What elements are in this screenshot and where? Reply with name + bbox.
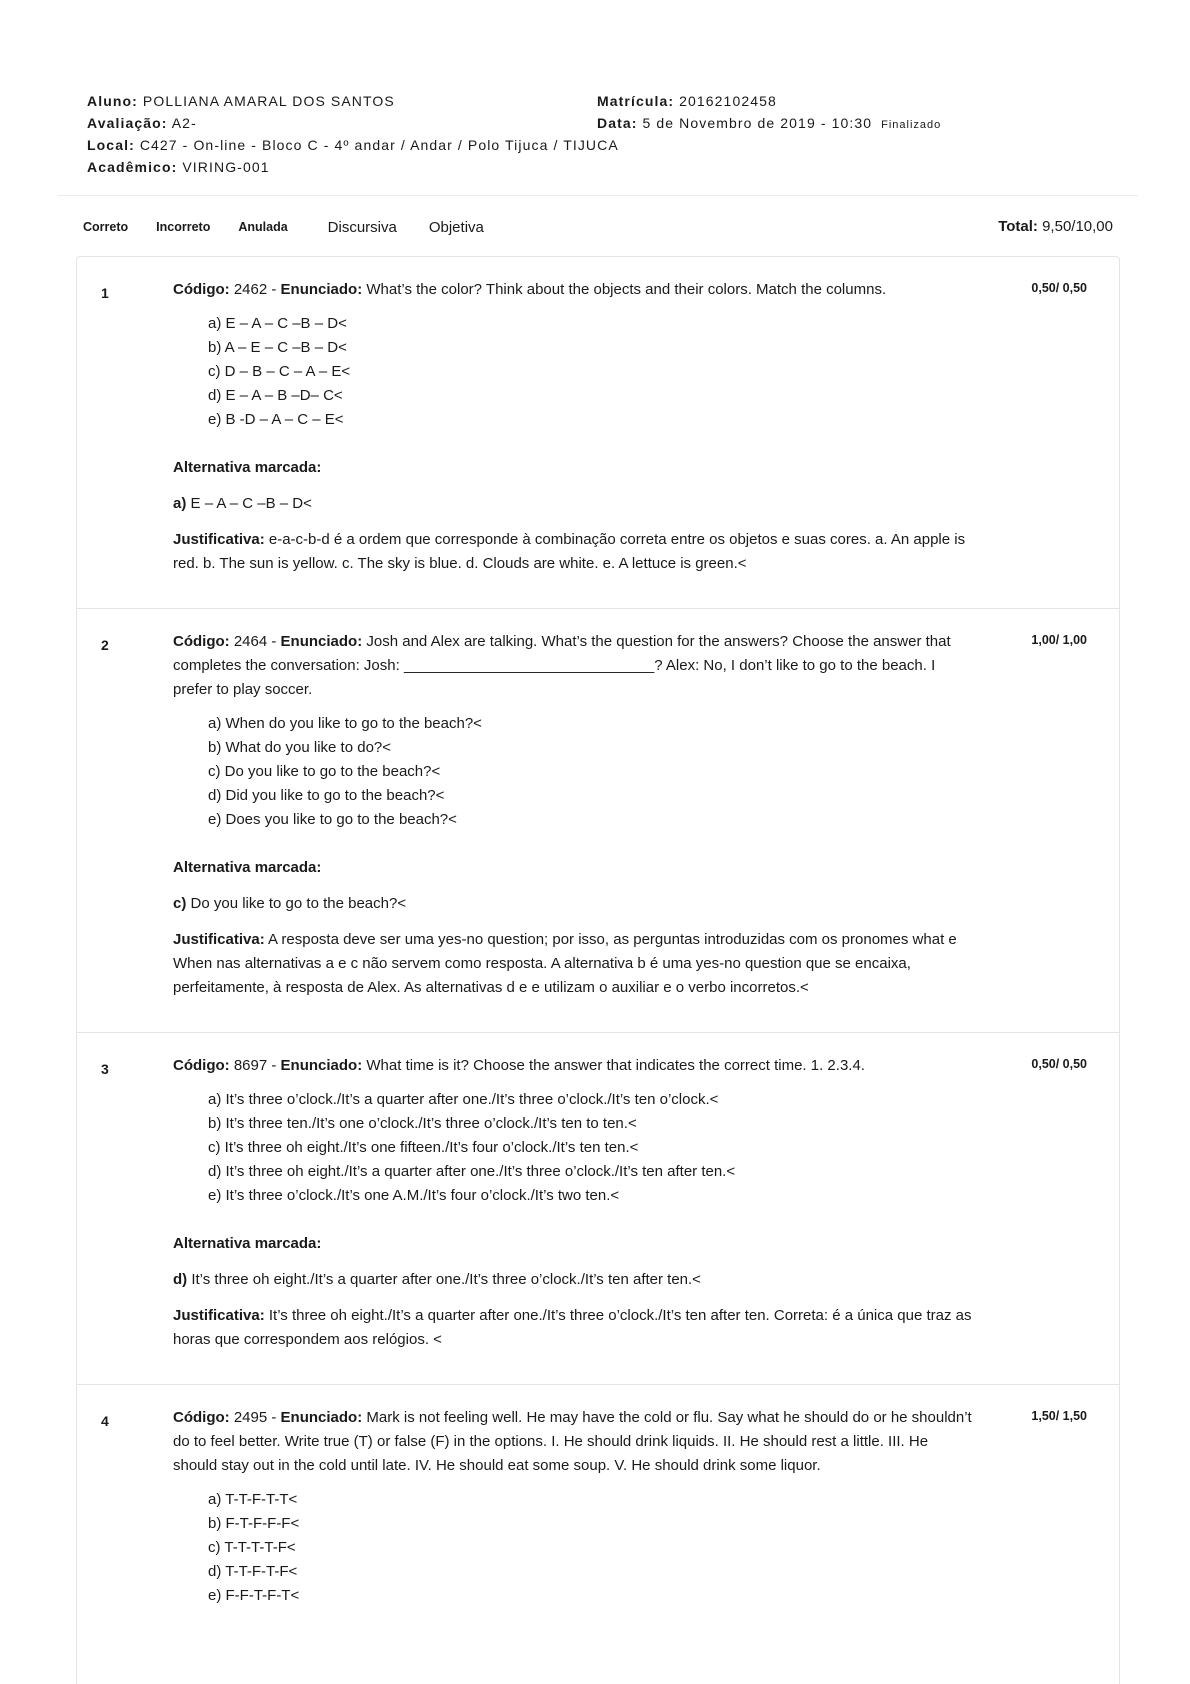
option-item: a) It’s three o’clock./It’s a quarter after one./It’s three o’clock./It’s ten o’clock.<: [208, 1091, 719, 1108]
marked-title: Alternativa marcada:: [173, 1235, 322, 1252]
question-score: 0,50/ 0,50: [1031, 281, 1087, 295]
evaluation-name: A2-: [171, 115, 197, 131]
question-score: 1,50/ 1,50: [1031, 1409, 1087, 1423]
options-list: [208, 712, 975, 832]
registration-number: 20162102458: [679, 93, 777, 109]
question-code: 2462: [233, 281, 268, 298]
marked-answer: d) It’s three oh eight./It’s a quarter after one./It’s three o’clock./It’s ten after ten.<: [173, 1271, 701, 1288]
filter-incorrect[interactable]: Incorreto: [156, 220, 211, 234]
option-item: b) F-T-F-F-F<: [208, 1515, 300, 1532]
option-item: b) A – E – C –B – D<: [208, 339, 347, 356]
student-field: Aluno: POLLIANA AMARAL DOS SANTOS: [87, 93, 395, 109]
option-item: a) T-T-F-T-T<: [208, 1491, 298, 1508]
option-item: c) Do you like to go to the beach?<: [208, 763, 441, 780]
marked-answer: a) E – A – C –B – D<: [173, 495, 312, 512]
option-item: d) E – A – B –D– C<: [208, 387, 343, 404]
question-score: 1,00/ 1,00: [1031, 633, 1087, 647]
filter-annulled[interactable]: Anulada: [238, 220, 288, 234]
question-code: 8697: [233, 1057, 268, 1074]
registration-field: Matrícula: 20162102458: [597, 93, 777, 109]
filter-objective[interactable]: Objetiva: [428, 218, 484, 236]
statement-text: Mark is not feeling well. He may have the cold or flu. Say what he should do or he shouldn’t do to feel better. Write true (T) or false (F) in the options. I. He should drink liquids. II. He should rest a little. III. He should stay out in the cold until late. IV. He should eat some soup. V. He should drink some liquor.: [173, 1409, 972, 1474]
option-item: d) It’s three oh eight./It’s a quarter after one./It’s three o’clock./It’s ten after ten.<: [208, 1163, 736, 1180]
student-name: POLLIANA AMARAL DOS SANTOS: [142, 93, 395, 109]
option-item: b) It’s three ten./It’s one o’clock./It’s three o’clock./It’s ten to ten.<: [208, 1115, 637, 1132]
filter-discursive[interactable]: Discursiva: [327, 218, 397, 236]
option-item: d) Did you like to go to the beach?<: [208, 787, 445, 804]
location-field: Local: C427 - On-line - Bloco C - 4º andar / Andar / Polo Tijuca / TIJUCA: [87, 137, 619, 153]
question-number: 4: [101, 1413, 109, 1429]
question-statement: Código: 2464 - Enunciado: Josh and Alex are talking. What’s the question for the answers? Choose the answer that completes the conversation: Josh: ______________________________? Alex: No, I don’t like to go to the beach. I prefer to play soccer.: [173, 633, 951, 698]
filter-correct[interactable]: Correto: [83, 220, 129, 234]
question-statement: Código: 2495 - Enunciado: Mark is not feeling well. He may have the cold or flu. Say what he should do or he shouldn’t do to feel better. Write true (T) or false (F) in the options. I. He should drink liquids. II. He should rest a little. III. He should stay out in the cold until late. IV. He should eat some soup. V. He should drink some liquor.: [173, 1409, 972, 1474]
question-number: 2: [101, 637, 109, 653]
marked-title: Alternativa marcada:: [173, 459, 322, 476]
statement-text: Josh and Alex are talking. What’s the question for the answers? Choose the answer that completes the conversation: Josh: ______________________________? Alex: No, I don’t like to go to the beach. I prefer to play soccer.: [173, 633, 951, 698]
header-divider: [58, 195, 1138, 196]
evaluation-date: 5 de Novembro de 2019 - 10:30: [642, 115, 873, 131]
question-card: [77, 257, 1119, 609]
option-item: e) F-F-T-F-T<: [208, 1587, 300, 1604]
question-card: [77, 609, 1119, 1033]
academic-field: Acadêmico: VIRING-001: [87, 159, 270, 175]
justification: Justificativa: It’s three oh eight./It’s a quarter after one./It’s three o’clock./It’s ten after ten. Correta: é a única que traz as horas que correspondem aos relógios. <: [173, 1307, 972, 1348]
options-list: [208, 1488, 975, 1608]
option-item: c) T-T-T-T-F<: [208, 1539, 296, 1556]
option-item: c) It’s three oh eight./It’s one fifteen./It’s four o’clock./It’s ten ten.<: [208, 1139, 639, 1156]
question-statement: Código: 8697 - Enunciado: What time is it? Choose the answer that indicates the correct time. 1. 2.3.4.: [173, 1057, 865, 1074]
option-item: e) Does you like to go to the beach?<: [208, 811, 457, 828]
question-code: 2464: [233, 633, 268, 650]
statement-text: What time is it? Choose the answer that indicates the correct time. 1. 2.3.4.: [366, 1057, 865, 1074]
evaluation-field: Avaliação: A2-: [87, 115, 197, 131]
option-item: d) T-T-F-T-F<: [208, 1563, 298, 1580]
question-number: 1: [101, 285, 109, 301]
option-item: a) When do you like to go to the beach?<: [208, 715, 482, 732]
location-value: C427 - On-line - Bloco C - 4º andar / Andar / Polo Tijuca / TIJUCA: [139, 137, 619, 153]
filter-bar: [83, 214, 1113, 240]
justification: Justificativa: A resposta deve ser uma yes-no question; por isso, as perguntas introduzidas com os pronomes what e When nas alternativas a e c não servem como resposta. A alternativa b é uma yes-no question que se encaixa, perfeitamente, à resposta de Alex. As alternativas d e e utilizam o auxiliar e o verbo incorretos.<: [173, 931, 957, 996]
option-item: a) E – A – C –B – D<: [208, 315, 347, 332]
status-badge: Finalizado: [881, 119, 942, 131]
date-field: Data: 5 de Novembro de 2019 - 10:30 Finalizado: [597, 115, 942, 131]
option-item: e) It’s three o’clock./It’s one A.M./It’s four o’clock./It’s two ten.<: [208, 1187, 620, 1204]
question-card: [77, 1385, 1119, 1684]
academic-value: VIRING-001: [182, 159, 270, 175]
option-item: b) What do you like to do?<: [208, 739, 392, 756]
question-list: [76, 256, 1120, 1684]
options-list: [208, 312, 975, 432]
question-number: 3: [101, 1061, 109, 1077]
marked-title: Alternativa marcada:: [173, 859, 322, 876]
total-score: Total: 9,50/10,00: [998, 218, 1113, 235]
options-list: [208, 1088, 975, 1208]
evaluation-header: [87, 90, 1117, 178]
marked-answer: c) Do you like to go to the beach?<: [173, 895, 407, 912]
question-statement: Código: 2462 - Enunciado: What’s the color? Think about the objects and their colors. Match the columns.: [173, 281, 887, 298]
option-item: c) D – B – C – A – E<: [208, 363, 351, 380]
question-code: 2495: [233, 1409, 268, 1426]
justification: Justificativa: e-a-c-b-d é a ordem que corresponde à combinação correta entre os objetos e suas cores. a. An apple is red. b. The sun is yellow. c. The sky is blue. d. Clouds are white. e. A lettuce is green.<: [173, 531, 966, 572]
statement-text: What’s the color? Think about the objects and their colors. Match the columns.: [366, 281, 887, 298]
option-item: e) B -D – A – C – E<: [208, 411, 344, 428]
total-value: 9,50/10,00: [1042, 218, 1113, 235]
question-card: [77, 1033, 1119, 1385]
question-score: 0,50/ 0,50: [1031, 1057, 1087, 1071]
